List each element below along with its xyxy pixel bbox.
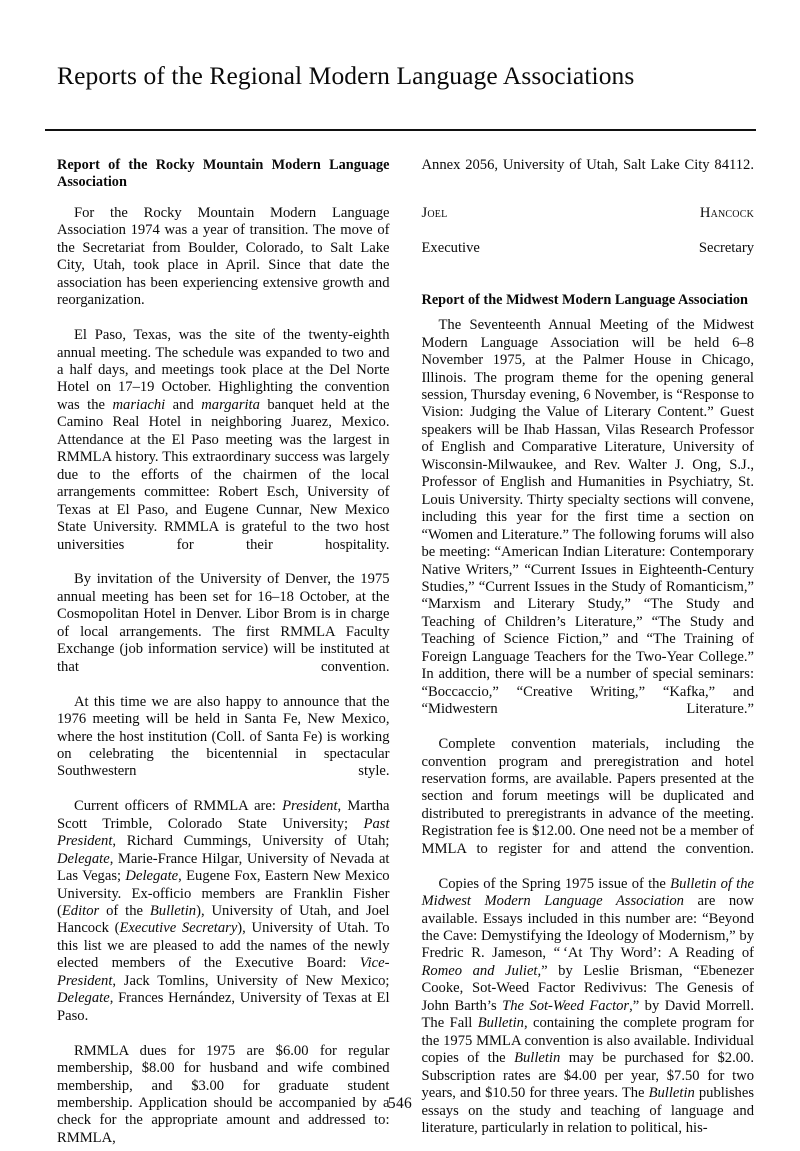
signature-role: Executive Secretary xyxy=(421,239,754,256)
italic-term: Delegate xyxy=(57,850,110,867)
italic-term: Past President xyxy=(57,815,390,850)
paragraph xyxy=(57,205,390,327)
spacer xyxy=(57,192,390,205)
italic-term: Delegate xyxy=(125,868,179,885)
paragraph xyxy=(57,694,390,799)
page-title: Reports of the Regional Modern Language Associations xyxy=(57,61,635,90)
spacer xyxy=(422,309,755,317)
paragraph-continuation: Annex 2056, University of Utah, Salt Lake City 84112. xyxy=(421,157,754,173)
paragraph-text: El Paso, Texas, was the site of the twenty-eighth annual meeting. The schedule was expanded to two and a half days, and meetings took place at the Del Norte Hotel on 17–19 October. Highlighting the convention was the mariachi and margarita banquet held at the Camino Real Hotel in neighboring Juarez, Mexico. Attendance at the El Paso meeting was the largest in RMMLA history. This extraordinary success was largely due to the efforts of the chairmen of the local arrangements committee: Robert Esch, University of Texas at El Paso, and Eugene Cunnar, New Mexico State University. RMMLA is grateful to the two host universities for their hospitality. xyxy=(57,327,390,553)
italic-term: margarita xyxy=(201,396,260,413)
italic-title: Bulletin xyxy=(648,1085,695,1102)
italic-title: Bulletin xyxy=(477,1015,524,1032)
right-section-heading: Report of the Midwest Modern Language Association xyxy=(421,291,748,308)
italic-title: Romeo and Juliet xyxy=(421,962,538,979)
paragraph-text: By invitation of the University of Denver, the 1975 annual meeting has been set for 16–18 October, at the Cosmopolitan Hotel in Denver. Libor Brom is in charge of local arrangements. The first RMMLA Faculty Exchange (job information service) will be instituted at that convention. xyxy=(57,571,390,675)
paragraph xyxy=(422,736,755,876)
italic-term: President xyxy=(282,798,338,815)
italic-term: Editor xyxy=(61,903,100,920)
signature-name: Joel Hancock xyxy=(421,204,754,221)
left-column xyxy=(57,157,390,1147)
italic-title: Bulletin of the Midwest Modern Language Association xyxy=(421,875,755,910)
left-section-heading: Report of the Rocky Mountain Modern Language Association xyxy=(57,157,390,191)
paragraph-text: Current officers of RMMLA are: President, Martha Scott Trimble, Colorado State University; Past President, Richard Cummings, University of Utah; Delegate, Marie-France Hilgar, University of Nevada at Las Vegas; Delegate, Eugene Fox, Eastern New Mexico University. Ex-officio members are Franklin Fisher (Editor of the Bulletin), University of Utah, and Joel Hancock (Executive Secretary), University of Utah. To this list we are pleased to add the names of the newly elected members of the Executive Board: Vice-President, Jack Tomlins, University of New Mexico; Delegate, Frances Hernández, University of Texas at El Paso. xyxy=(57,798,390,1024)
paragraph-text: Copies of the Spring 1975 issue of the Bulletin of the Midwest Modern Language Association are now available. Essays included in this number are: “Beyond the Cave: Demystifying the Ideology of Modernism,” by Fredric R. Jameson, “ ‘At Thy Word’: A Reading of Romeo and Juliet,” by Leslie Brisman, “Ebenezer Cooke, Sot-Weed Factor Redivivus: The Genesis of John Barth’s The Sot-Weed Factor,” by David Morrell. The Fall Bulletin, containing the complete program for the 1975 MMLA convention is also available. Individual copies of the Bulletin may be purchased for $2.00. Subscription rates are $4.00 per year, $7.50 for two years, and $10.50 for three years. The Bulletin publishes essays on the study and teaching of language and literature, particularly in relation to political, his- xyxy=(421,875,755,1137)
paragraph xyxy=(57,798,390,1042)
italic-title: Bulletin xyxy=(514,1050,561,1067)
spacer xyxy=(422,192,755,205)
italic-term: Bulletin xyxy=(149,903,197,920)
paragraph-text: Complete convention materials, including the convention program and preregistration and hotel reservation forms, are available. Papers presented at the section and forum meetings will be duplicated and distributed to preregistrants in advance of the meeting. Registration fee is $12.00. One need not be a member of MMLA to register for and attend the convention. xyxy=(421,736,754,857)
italic-term: Delegate xyxy=(57,990,110,1007)
italic-term: mariachi xyxy=(112,396,166,413)
spacer xyxy=(422,275,755,292)
italic-term: Executive Secretary xyxy=(119,920,238,937)
paragraph-text: At this time we are also happy to announce that the 1976 meeting will be held in Santa Fe, New Mexico, where the host institution (Coll. of Santa Fe) is working on celebrating the bicentennial in spectacular Southwestern style. xyxy=(57,693,390,780)
paragraph xyxy=(57,571,390,693)
paragraph xyxy=(57,327,390,571)
paragraph xyxy=(422,317,755,736)
header-divider-rule xyxy=(45,129,756,131)
italic-title: The Sot-Weed Factor xyxy=(502,997,630,1014)
page-number: 546 xyxy=(387,1095,413,1112)
right-column xyxy=(422,157,755,1147)
two-column-body xyxy=(57,157,754,1147)
paragraph-text: The Seventeenth Annual Meeting of the Midwest Modern Language Association will be held 6–8 November 1975, at the Palmer House in Chicago, Illinois. The program theme for the opening general session, Thursday evening, 6 November, is “Response to Vision: Judging the Value of Literary Content.” Guest speakers will be Ihab Hassan, Vilas Research Professor of English and Comparative Literature, University of Wisconsin-Milwaukee, and Rev. Walter J. Ong, S.J., Professor of English and Humanities in Psychiatry, St. Louis University. Thirty specialty sections will convene, including this year for the first time a section on “Women and Literature.” The following forums will also be meeting: “American Indian Literature: Contemporary Native Writers,” “Current Issues in Eighteenth-Century Studies,” “Current Issues in the Study of Romanticism,” “Marxism and Literary Study,” “The Study and Teaching of Children’s Literature,” “The Study and Teaching of Science Fiction,” and “The Training of Foreign Language Teachers for the Two-Year College.” In addition, there will be a number of special seminars: “Boccaccio,” “Creative Writing,” “Kafka,” and “Midwestern Literature.” xyxy=(421,317,754,718)
paragraph-text: For the Rocky Mountain Modern Language Association 1974 was a year of transition. The move of the Secretariat from Boulder, Colorado, to Salt Lake City, Utah, took place in April. Since that date the association has been experiencing extensive growth and reorganization. xyxy=(57,204,390,309)
paragraph-text: RMMLA dues for 1975 are $6.00 for regular membership, $8.00 for husband and wife combined membership, and $3.00 for graduate student membership. Application should be accompanied by a check for the appropriate amount and addressed to: RMMLA, xyxy=(57,1042,390,1146)
italic-term: Vice-President xyxy=(57,955,390,989)
